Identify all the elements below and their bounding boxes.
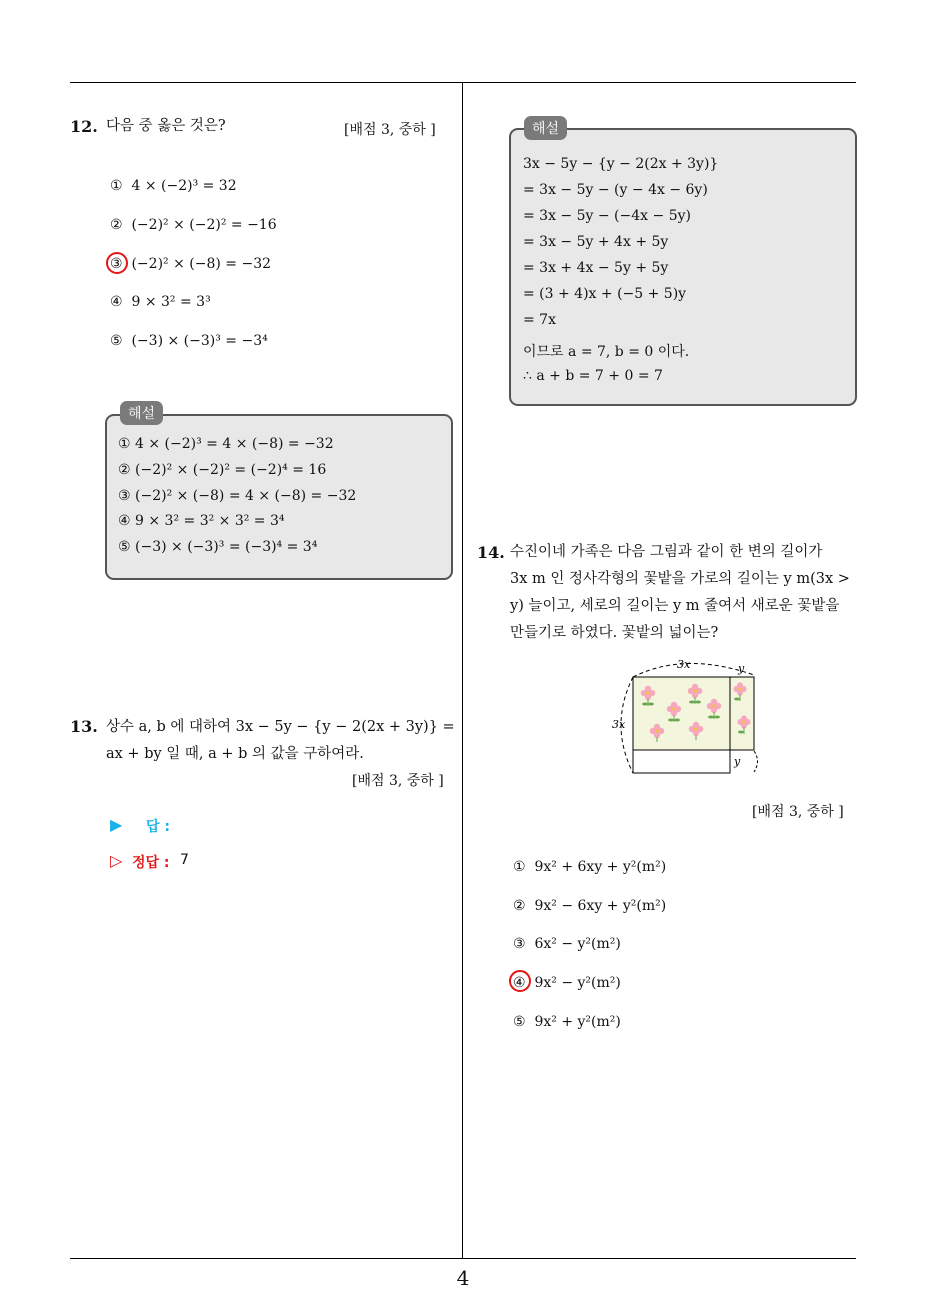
q14-text-line: 만들기로 하였다. 꽃밭의 넓이는? [510,625,719,641]
q13-solution-line: = 3x + 4x − 5y + 5y [523,260,669,276]
q12-choice-4[interactable] [110,294,211,310]
column-divider [462,82,463,1258]
q14-text-line: 수진이네 가족은 다음 그림과 같이 한 변의 길이가 [510,544,823,560]
top-rule [70,82,856,83]
q12-choice-5[interactable] [110,333,268,349]
q12-prompt: 다음 중 옳은 것은? [106,118,226,134]
choice-mark: ③ [513,936,526,952]
q12-solution-line: ④ 9 × 3² = 3² × 3² = 3⁴ [118,513,285,529]
q12-solution-line: ② (−2)² × (−2)² = (−2)⁴ = 16 [118,462,327,478]
q12-solution-line: ① 4 × (−2)³ = 4 × (−8) = −32 [118,436,334,452]
q12-choice-2[interactable] [110,217,277,233]
q13-correct-label: 정답 : [132,855,170,871]
q13-solution-line: = 7x [523,312,556,328]
q13-solution-line: ∴ a + b = 7 + 0 = 7 [523,368,663,384]
q13-solution-line: = 3x − 5y + 4x + 5y [523,234,669,250]
figure-top-right-label: y [738,662,745,675]
q14-choice-5[interactable] [513,1014,621,1030]
q13-solution-line: = (3 + 4)x + (−5 + 5)y [523,286,687,302]
q13-solution-line: 이므로 a = 7, b = 0 이다. [523,344,690,360]
figure-bottom-right-label: y [734,755,741,768]
choice-expr: (−2)² × (−2)² = −16 [131,217,277,233]
figure-top-label: 3x [677,658,691,671]
choice-mark: ① [110,178,123,194]
choice-expr: 9x² − y²(m²) [534,975,621,991]
q12-solution-line: ③ (−2)² × (−8) = 4 × (−8) = −32 [118,488,357,504]
correct-arrow-icon: ▷ [110,851,123,870]
choice-mark: ② [110,217,123,233]
q13-solution-tag: 해설 [524,116,567,140]
q14-choice-3[interactable] [513,936,621,952]
top-dimension-arc [633,663,754,677]
q12-score: [배점 3, 중하 ] [344,122,436,138]
q13-text-line1: 상수 a, b 에 대하여 3x − 5y − {y − 2(2x + 3y)} = [106,719,455,735]
choice-mark: ④ [513,975,526,991]
q14-choice-2[interactable] [513,898,666,914]
choice-expr: 9x² + 6xy + y²(m²) [534,859,667,875]
q14-choice-1[interactable] [513,859,666,875]
q13-correct-value: 7 [180,852,189,868]
q14-text-line: y) 늘이고, 세로의 길이는 y m 줄여서 새로운 꽃밭을 [510,598,840,614]
q12-solution-tag: 해설 [120,401,163,425]
q13-score: [배점 3, 중하 ] [352,773,444,789]
q14-garden-figure [605,655,770,780]
q13-text-line2: ax + by 일 때, a + b 의 값을 구하여라. [106,746,364,762]
choice-expr: 6x² − y²(m²) [534,936,621,952]
q13-solution-line: = 3x − 5y − (y − 4x − 6y) [523,182,708,198]
bottom-rule [70,1258,856,1259]
choice-mark: ② [513,898,526,914]
choice-mark: ⑤ [513,1014,526,1030]
q12-choice-1[interactable] [110,178,237,194]
choice-mark: ① [513,859,526,875]
q14-number: 14. [477,543,505,562]
page-number: 4 [456,1266,470,1290]
answer-arrow-icon: ▶ [110,815,123,834]
figure-left-label: 3x [612,718,626,731]
q13-answer-label: 답 : [146,819,170,835]
choice-mark: ④ [110,294,123,310]
choice-expr: 9x² + y²(m²) [534,1014,621,1030]
q14-score: [배점 3, 중하 ] [752,804,844,820]
bottom-y-dimension [754,751,758,772]
q14-text-line: 3x m 인 정사각형의 꽃밭을 가로의 길이는 y m(3x > [510,571,850,587]
q12-solution-line: ⑤ (−3) × (−3)³ = (−3)⁴ = 3⁴ [118,539,318,555]
q13-solution-line: 3x − 5y − {y − 2(2x + 3y)} [523,156,719,172]
choice-expr: (−2)² × (−8) = −32 [131,256,272,272]
choice-expr: (−3) × (−3)³ = −3⁴ [131,333,268,349]
q12-choice-3[interactable] [110,256,271,272]
q13-number: 13. [70,717,98,736]
choice-expr: 9 × 3² = 3³ [131,294,211,310]
q14-answer-circle [509,970,531,992]
choice-expr: 4 × (−2)³ = 32 [131,178,237,194]
removed-strip [633,750,730,773]
choice-expr: 9x² − 6xy + y²(m²) [534,898,667,914]
q12-answer-circle [106,252,128,274]
q12-number: 12. [70,117,98,136]
choice-mark: ③ [110,256,123,272]
choice-mark: ⑤ [110,333,123,349]
q13-solution-line: = 3x − 5y − (−4x − 5y) [523,208,691,224]
